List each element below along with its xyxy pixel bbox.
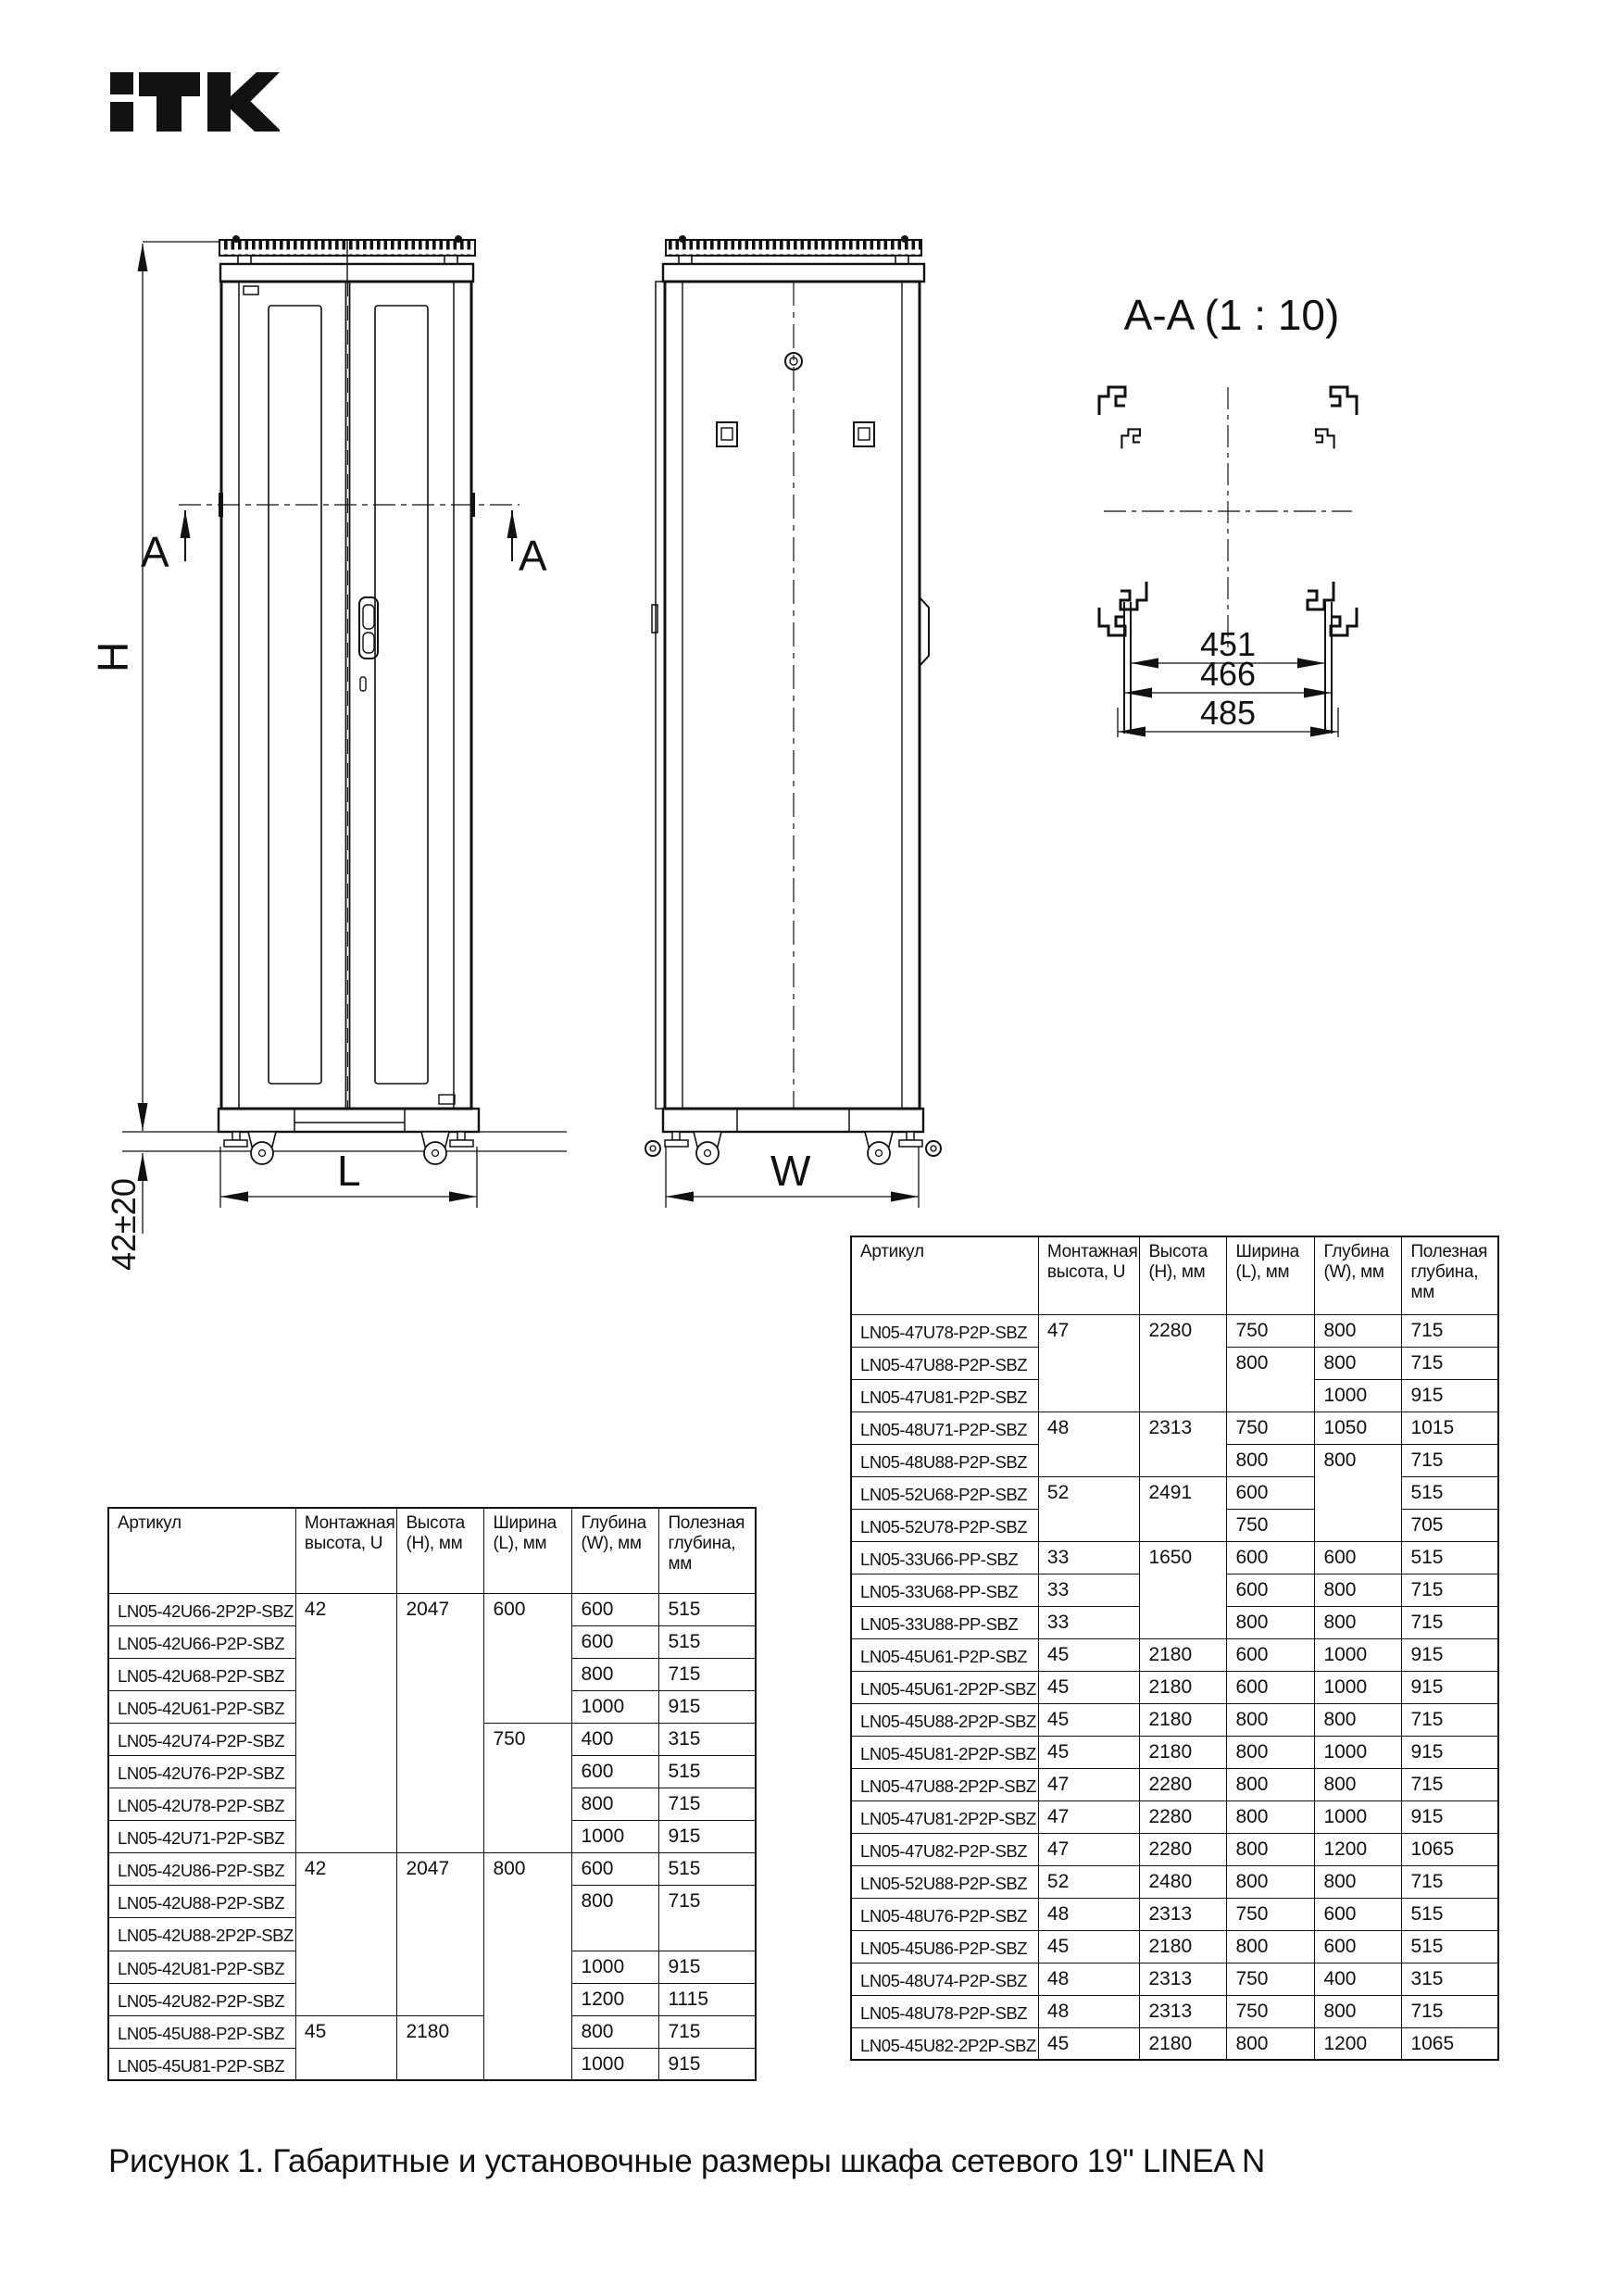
value-cell: 2280 [1140,1314,1227,1411]
column-header: Полезная глубина, мм [659,1508,756,1593]
value-cell: 800 [1227,1800,1315,1833]
value-cell: 1000 [1315,1638,1402,1671]
value-cell: 600 [1227,1671,1315,1703]
value-cell: 800 [1315,1314,1402,1347]
value-cell: 1000 [572,1690,659,1723]
value-cell: 515 [1402,1898,1498,1930]
value-cell: 33 [1038,1541,1140,1574]
article-cell: LN05-48U71-P2P-SBZ [851,1411,1038,1444]
value-cell: 715 [1402,1314,1498,1347]
value-cell: 705 [1402,1509,1498,1541]
value-cell: 800 [572,1658,659,1690]
value-cell: 800 [1315,1444,1402,1541]
value-cell: 48 [1038,1411,1140,1476]
article-cell: LN05-47U81-2P2P-SBZ [851,1800,1038,1833]
value-cell: 800 [1227,1736,1315,1768]
value-cell: 2180 [1140,1930,1227,1963]
value-cell: 48 [1038,1963,1140,1995]
value-cell: 750 [1227,1411,1315,1444]
value-cell: 800 [572,1886,659,1951]
value-cell: 715 [1402,1606,1498,1638]
value-cell: 715 [659,1658,756,1690]
value-cell: 2180 [1140,2027,1227,2060]
value-cell: 915 [659,2048,756,2080]
value-cell: 915 [659,1821,756,1853]
article-cell: LN05-45U82-2P2P-SBZ [851,2027,1038,2060]
table-row [851,1865,1498,1898]
value-cell: 800 [1227,1768,1315,1800]
value-cell: 515 [659,1853,756,1886]
table-row [851,1898,1498,1930]
value-cell: 42 [295,1593,397,1853]
column-header: Глубина (W), мм [572,1508,659,1593]
column-header: Полезная глубина, мм [1402,1236,1498,1314]
value-cell: 2313 [1140,1411,1227,1476]
value-cell: 1200 [1315,1833,1402,1865]
value-cell: 600 [1227,1541,1315,1574]
article-cell: LN05-42U76-P2P-SBZ [108,1755,295,1788]
value-cell: 33 [1038,1606,1140,1638]
article-cell: LN05-33U66-PP-SBZ [851,1541,1038,1574]
value-cell: 800 [572,1788,659,1821]
value-cell: 315 [1402,1963,1498,1995]
value-cell: 33 [1038,1574,1140,1606]
article-cell: LN05-45U88-2P2P-SBZ [851,1703,1038,1736]
value-cell: 600 [1315,1898,1402,1930]
value-cell: 915 [1402,1379,1498,1411]
column-header: Высота (H), мм [397,1508,484,1593]
value-cell: 715 [1402,1865,1498,1898]
value-cell: 42 [295,1853,397,2015]
table-row [851,1314,1498,1347]
table-row [851,1768,1498,1800]
figure-caption: Рисунок 1. Габаритные и установочные размеры шкафа сетевого 19" LINEA N [108,2143,1265,2179]
article-cell: LN05-33U88-PP-SBZ [851,1606,1038,1638]
value-cell: 600 [572,1853,659,1886]
value-cell: 2280 [1140,1768,1227,1800]
column-header: Артикул [851,1236,1038,1314]
article-cell: LN05-45U61-P2P-SBZ [851,1638,1038,1671]
value-cell: 800 [1315,1995,1402,2027]
column-header: Монтажная высота, U [1038,1236,1140,1314]
value-cell: 600 [1315,1541,1402,1574]
article-cell: LN05-45U81-P2P-SBZ [108,2048,295,2080]
section-view-drawing [1099,291,1357,737]
value-cell: 915 [659,1951,756,1983]
article-cell: LN05-42U88-2P2P-SBZ [108,1918,295,1951]
value-cell: 600 [572,1625,659,1658]
value-cell: 915 [659,1690,756,1723]
caster-height-dimension [105,1153,143,1271]
value-cell: 915 [1402,1638,1498,1671]
value-cell: 1000 [1315,1379,1402,1411]
value-cell: 45 [295,2015,397,2080]
value-cell: 47 [1038,1768,1140,1800]
value-cell: 715 [1402,1703,1498,1736]
value-cell: 1200 [1315,2027,1402,2060]
value-cell: 515 [1402,1930,1498,1963]
article-cell: LN05-42U86-P2P-SBZ [108,1853,295,1886]
column-header: Высота (H), мм [1140,1236,1227,1314]
column-header: Монтажная высота, U [295,1508,397,1593]
table-row [851,1541,1498,1574]
value-cell: 800 [1227,1930,1315,1963]
value-cell: 52 [1038,1476,1140,1541]
value-cell: 2313 [1140,1995,1227,2027]
value-cell: 48 [1038,1995,1140,2027]
value-cell: 515 [1402,1476,1498,1509]
value-cell: 2280 [1140,1833,1227,1865]
value-cell: 45 [1038,1671,1140,1703]
value-cell: 750 [1227,1314,1315,1347]
value-cell: 1000 [572,1821,659,1853]
value-cell: 600 [484,1593,572,1723]
value-cell: 750 [484,1723,572,1852]
section-cut [141,505,547,580]
dim-label-caster: 42±20 [105,1178,143,1271]
value-cell: 48 [1038,1898,1140,1930]
value-cell: 1000 [1315,1800,1402,1833]
value-cell: 915 [1402,1800,1498,1833]
value-cell: 2047 [397,1593,484,1853]
section-dim-451: 451 [1199,625,1257,663]
value-cell: 800 [1315,1865,1402,1898]
value-cell: 800 [1315,1347,1402,1379]
article-cell: LN05-52U68-P2P-SBZ [851,1476,1038,1509]
value-cell: 800 [572,2015,659,2048]
column-header: Ширина (L), мм [1227,1236,1315,1314]
article-cell: LN05-52U88-P2P-SBZ [851,1865,1038,1898]
value-cell: 47 [1038,1833,1140,1865]
value-cell: 800 [1227,1444,1315,1476]
value-cell: 1015 [1402,1411,1498,1444]
dim-label-h: H [89,641,137,672]
article-cell: LN05-42U74-P2P-SBZ [108,1723,295,1755]
table-row [851,1411,1498,1444]
value-cell: 715 [1402,1995,1498,2027]
value-cell: 515 [659,1593,756,1625]
value-cell: 800 [1315,1606,1402,1638]
article-cell: LN05-42U78-P2P-SBZ [108,1788,295,1821]
article-cell: LN05-42U88-P2P-SBZ [108,1886,295,1918]
value-cell: 715 [1402,1444,1498,1476]
value-cell: 750 [1227,1898,1315,1930]
article-cell: LN05-45U88-P2P-SBZ [108,2015,295,2048]
value-cell: 600 [1227,1574,1315,1606]
value-cell: 2491 [1140,1476,1227,1541]
value-cell: 45 [1038,1638,1140,1671]
article-cell: LN05-48U76-P2P-SBZ [851,1898,1038,1930]
value-cell: 800 [1315,1703,1402,1736]
section-dim-466: 466 [1199,655,1257,693]
value-cell: 800 [1227,1833,1315,1865]
value-cell: 715 [1402,1574,1498,1606]
article-cell: LN05-47U81-P2P-SBZ [851,1379,1038,1411]
value-cell: 52 [1038,1865,1140,1898]
value-cell: 45 [1038,1703,1140,1736]
value-cell: 1000 [1315,1736,1402,1768]
value-cell: 1200 [572,1983,659,2015]
section-cut-label-right: A [519,532,547,580]
value-cell: 45 [1038,1930,1140,1963]
table-row [108,1593,756,1625]
value-cell: 915 [1402,1736,1498,1768]
dim-label-l: L [337,1147,361,1195]
value-cell: 715 [1402,1347,1498,1379]
value-cell: 2180 [1140,1638,1227,1671]
value-cell: 1050 [1315,1411,1402,1444]
article-cell: LN05-48U88-P2P-SBZ [851,1444,1038,1476]
value-cell: 800 [1315,1768,1402,1800]
section-cut-label-left: A [141,528,169,576]
value-cell: 600 [1315,1930,1402,1963]
article-cell: LN05-52U78-P2P-SBZ [851,1509,1038,1541]
table-row [851,1995,1498,2027]
article-cell: LN05-47U88-P2P-SBZ [851,1347,1038,1379]
value-cell: 800 [484,1853,572,2081]
value-cell: 800 [1227,1347,1315,1411]
table-row [851,2027,1498,2060]
article-cell: LN05-45U81-2P2P-SBZ [851,1736,1038,1768]
value-cell: 800 [1227,1703,1315,1736]
value-cell: 750 [1227,1995,1315,2027]
value-cell: 800 [1315,1574,1402,1606]
table-row [851,1476,1498,1509]
value-cell: 750 [1227,1509,1315,1541]
value-cell: 2480 [1140,1865,1227,1898]
value-cell: 2180 [1140,1736,1227,1768]
front-view-drawing [219,235,479,1132]
value-cell: 1000 [572,2048,659,2080]
dimensions-table-left [107,1507,757,2081]
value-cell: 2180 [1140,1671,1227,1703]
value-cell: 715 [659,1788,756,1821]
value-cell: 400 [1315,1963,1402,1995]
header-row [108,1508,756,1593]
side-view-drawing [645,235,941,1156]
article-cell: LN05-47U88-2P2P-SBZ [851,1768,1038,1800]
section-dim-485: 485 [1199,694,1257,732]
article-cell: LN05-47U78-P2P-SBZ [851,1314,1038,1347]
value-cell: 915 [1402,1671,1498,1703]
article-cell: LN05-42U82-P2P-SBZ [108,1983,295,2015]
value-cell: 1000 [572,1951,659,1983]
table-row [851,1963,1498,1995]
value-cell: 2313 [1140,1898,1227,1930]
value-cell: 400 [572,1723,659,1755]
value-cell: 600 [1227,1638,1315,1671]
value-cell: 1115 [659,1983,756,2015]
table-row [851,1930,1498,1963]
value-cell: 1065 [1402,1833,1498,1865]
section-title: A-A (1 : 10) [1123,291,1340,339]
article-cell: LN05-47U82-P2P-SBZ [851,1833,1038,1865]
value-cell: 750 [1227,1963,1315,1995]
article-cell: LN05-48U74-P2P-SBZ [851,1963,1038,1995]
value-cell: 1065 [1402,2027,1498,2060]
table-row [851,1671,1498,1703]
dimensions-table-right [850,1236,1499,2061]
value-cell: 715 [659,1886,756,1951]
article-cell: LN05-42U61-P2P-SBZ [108,1690,295,1723]
table-row [108,2015,756,2048]
article-cell: LN05-33U68-PP-SBZ [851,1574,1038,1606]
value-cell: 800 [1227,1865,1315,1898]
value-cell: 47 [1038,1800,1140,1833]
value-cell: 2180 [397,2015,484,2080]
value-cell: 515 [659,1755,756,1788]
value-cell: 1000 [1315,1671,1402,1703]
table-row [851,1833,1498,1865]
table-row [851,1800,1498,1833]
dim-label-w: W [770,1147,811,1195]
value-cell: 2047 [397,1853,484,2015]
value-cell: 45 [1038,1736,1140,1768]
table-row [851,1703,1498,1736]
value-cell: 2180 [1140,1703,1227,1736]
value-cell: 1650 [1140,1541,1227,1638]
value-cell: 2313 [1140,1963,1227,1995]
value-cell: 2280 [1140,1800,1227,1833]
value-cell: 515 [1402,1541,1498,1574]
value-cell: 800 [1227,2027,1315,2060]
value-cell: 600 [572,1593,659,1625]
value-cell: 600 [572,1755,659,1788]
table-row [108,1853,756,1886]
article-cell: LN05-45U61-2P2P-SBZ [851,1671,1038,1703]
article-cell: LN05-42U81-P2P-SBZ [108,1951,295,1983]
value-cell: 47 [1038,1314,1140,1411]
value-cell: 600 [1227,1476,1315,1509]
table-row [851,1638,1498,1671]
article-cell: LN05-45U86-P2P-SBZ [851,1930,1038,1963]
header-row [851,1236,1498,1314]
article-cell: LN05-42U68-P2P-SBZ [108,1658,295,1690]
value-cell: 715 [1402,1768,1498,1800]
article-cell: LN05-42U71-P2P-SBZ [108,1821,295,1853]
article-cell: LN05-48U78-P2P-SBZ [851,1995,1038,2027]
article-cell: LN05-42U66-2P2P-SBZ [108,1593,295,1625]
value-cell: 800 [1227,1606,1315,1638]
column-header: Артикул [108,1508,295,1593]
value-cell: 515 [659,1625,756,1658]
value-cell: 45 [1038,2027,1140,2060]
height-dimension [89,242,219,1131]
table-row [851,1736,1498,1768]
column-header: Ширина (L), мм [484,1508,572,1593]
value-cell: 315 [659,1723,756,1755]
article-cell: LN05-42U66-P2P-SBZ [108,1625,295,1658]
value-cell: 715 [659,2015,756,2048]
column-header: Глубина (W), мм [1315,1236,1402,1314]
